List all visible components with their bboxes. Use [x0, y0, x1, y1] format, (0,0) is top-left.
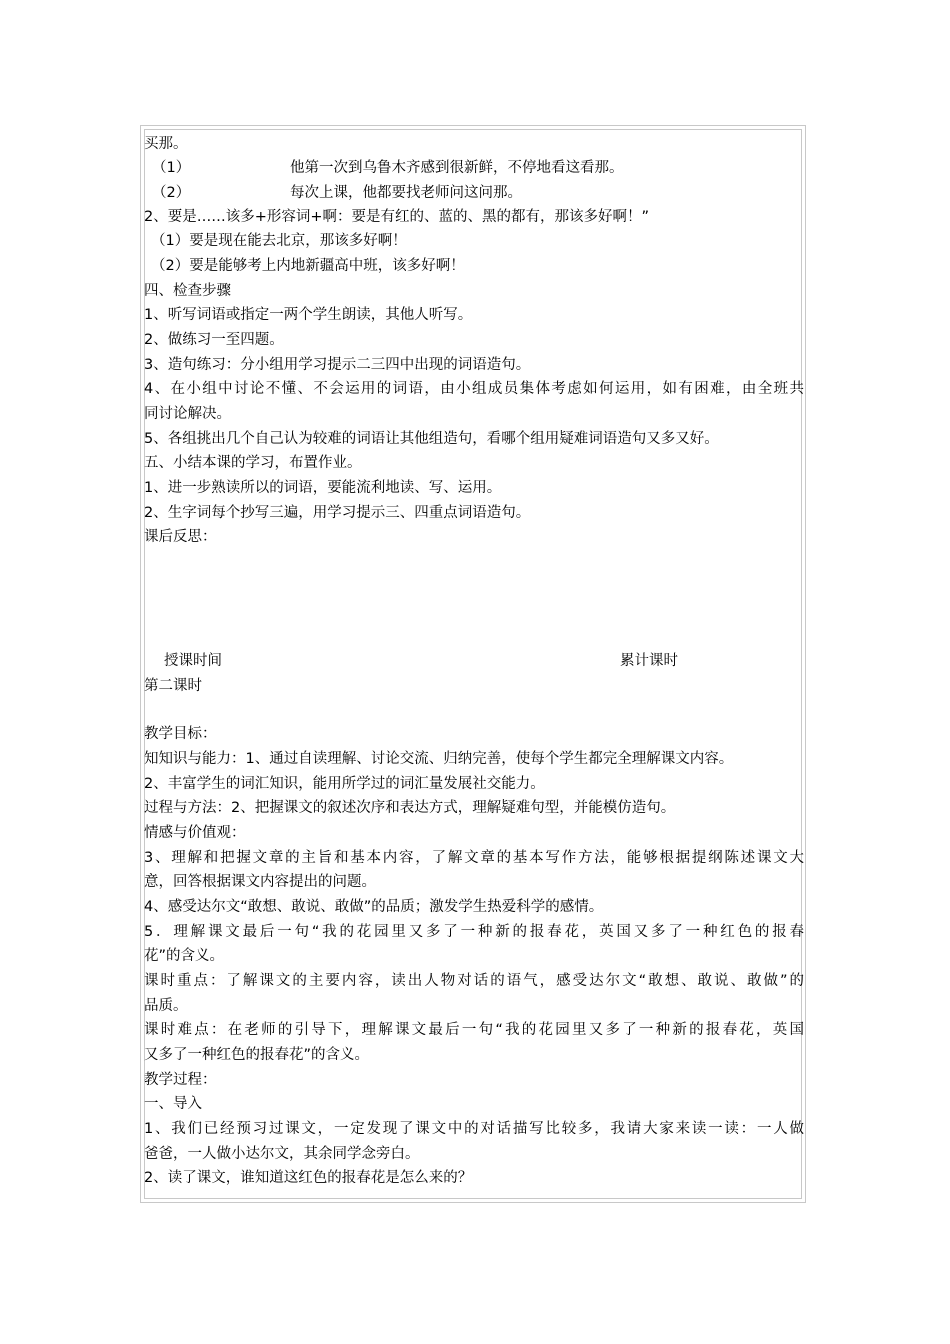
section-heading: 情感与价值观： [144, 825, 246, 841]
text-line: 1、我们已经预习过课文，一定发现了课文中的对话描写比较多，我请大家来读一读：一人做 [144, 1121, 804, 1137]
text-line: 2、做练习一至四题。 [144, 332, 284, 348]
text-line: 又多了一种红色的报春花”的含义。 [144, 1047, 370, 1063]
text-line: 课时难点：在老师的引导下，理解课文最后一句“我的花园里又多了一种新的报春花，英国 [144, 1022, 804, 1038]
section-heading: 教学过程： [144, 1072, 217, 1088]
text-line: 2、要是……该多+形容词+啊：要是有红的、蓝的、黑的都有，那该多好啊！” [144, 209, 650, 225]
text-line: 4、在小组中讨论不懂、不会运用的词语，由小组成员集体考虑如何运用，如有困难，由全班共 [144, 381, 804, 397]
text-line: 1、听写词语或指定一两个学生朗读，其他人听写。 [144, 307, 473, 323]
text-line: 同讨论解决。 [144, 406, 231, 422]
text-line: 买那。 [144, 136, 188, 152]
text-line: 意，回答根据课文内容提出的问题。 [144, 874, 376, 890]
example-number: （1） [152, 160, 191, 176]
text-line: 4、感受达尔文“敢想、敢说、敢做”的品质；激发学生热爱科学的感情。 [144, 899, 604, 915]
section-heading: 课后反思： [144, 529, 217, 545]
example-text: 他第一次到乌鲁木齐感到很新鲜，不停地看这看那。 [290, 160, 624, 176]
table-frame [140, 125, 806, 1203]
text-line: （2）要是能够考上内地新疆高中班，该多好啊！ [151, 258, 465, 274]
text-line: 爸爸，一人做小达尔文，其余同学念旁白。 [144, 1146, 420, 1162]
text-line: 1、进一步熟读所以的词语，要能流利地读、写、运用。 [144, 480, 502, 496]
text-line: 品质。 [144, 998, 188, 1014]
section-heading: 一、导入 [144, 1096, 202, 1112]
text-line: 花”的含义。 [144, 948, 225, 964]
section-heading: 教学目标： [144, 726, 217, 742]
class-time-label: 授课时间 [164, 653, 222, 669]
text-line: 3、理解和把握文章的主旨和基本内容，了解文章的基本写作方法，能够根据提纲陈述课文大 [144, 850, 804, 866]
text-line: 2、读了课文，谁知道这红色的报春花是怎么来的？ [144, 1170, 473, 1186]
example-number: （2） [152, 185, 191, 201]
text-line: 5．理解课文最后一句“我的花园里又多了一种新的报春花，英国又多了一种红色的报春 [144, 924, 804, 940]
text-line: 5、各组挑出几个自己认为较难的词语让其他组造句，看哪个组用疑难词语造句又多又好。 [144, 431, 719, 447]
section-heading: 五、小结本课的学习，布置作业。 [144, 455, 362, 471]
text-line: 2、生字词每个抄写三遍，用学习提示三、四重点词语造句。 [144, 505, 531, 521]
text-line: 知知识与能力：1、通过自读理解、讨论交流、归纳完善，使每个学生都完全理解课文内容。 [144, 751, 734, 767]
example-text: 每次上课，他都要找老师问这问那。 [290, 185, 522, 201]
text-line: 2、丰富学生的词汇知识，能用所学过的词汇量发展社交能力。 [144, 776, 545, 792]
text-line: 课时重点：了解课文的主要内容，读出人物对话的语气，感受达尔文“敢想、敢说、敢做”的 [144, 973, 804, 989]
text-line: （1）要是现在能去北京，那该多好啊！ [151, 233, 407, 249]
cumulative-hours-label: 累计课时 [620, 653, 678, 669]
section-heading: 四、检查步骤 [144, 283, 231, 299]
section-heading: 第二课时 [144, 678, 202, 694]
text-line: 过程与方法：2、把握课文的叙述次序和表达方式，理解疑难句型，并能模仿造句。 [144, 800, 676, 816]
text-line: 3、造句练习：分小组用学习提示二三四中出现的词语造句。 [144, 357, 531, 373]
